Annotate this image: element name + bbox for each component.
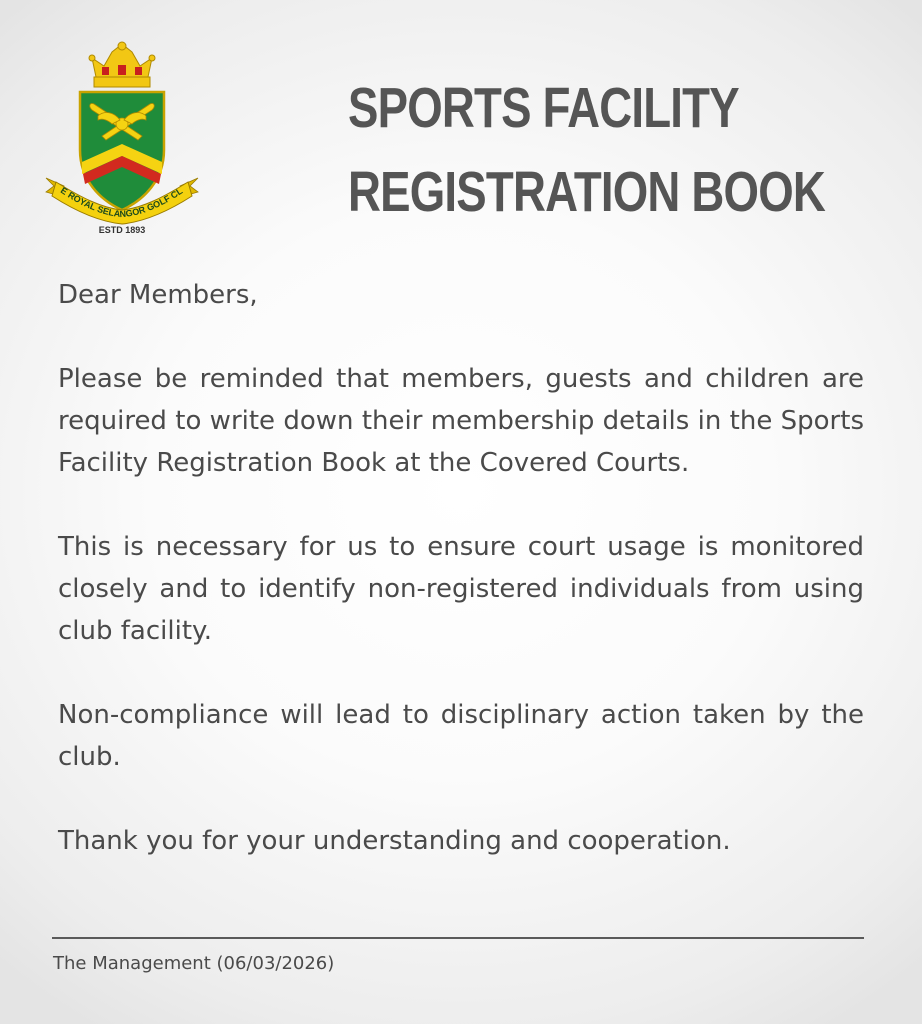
- letter-body: [58, 274, 864, 862]
- paragraph-reminder: Please be reminded that members, guests and children are required to write down their membership details in the Sports Facility Registration Book at the Covered Courts.: [58, 364, 864, 478]
- salutation: Dear Members,: [58, 280, 258, 310]
- paragraph-purpose: This is necessary for us to ensure court usage is monitored closely and to identify non-registered individuals from using club facility.: [58, 532, 864, 646]
- footer-divider: [52, 937, 864, 939]
- paragraph-non-compliance: Non-compliance will lead to disciplinary action taken by the club.: [58, 700, 864, 772]
- club-crest-logo: [42, 40, 202, 235]
- page-title: [348, 66, 826, 234]
- closing-line: Thank you for your understanding and cooperation.: [58, 826, 731, 856]
- title-line-1: SPORTS FACILITY: [348, 76, 739, 140]
- title-line-2: REGISTRATION BOOK: [348, 160, 826, 224]
- signature-line: The Management (06/03/2026): [53, 953, 335, 974]
- shield-icon: [80, 92, 164, 210]
- club-name-text: E ROYAL SELANGOR GOLF CL: [58, 185, 185, 220]
- established-text: ESTD 1893: [98, 225, 146, 235]
- crown-icon: [89, 42, 155, 87]
